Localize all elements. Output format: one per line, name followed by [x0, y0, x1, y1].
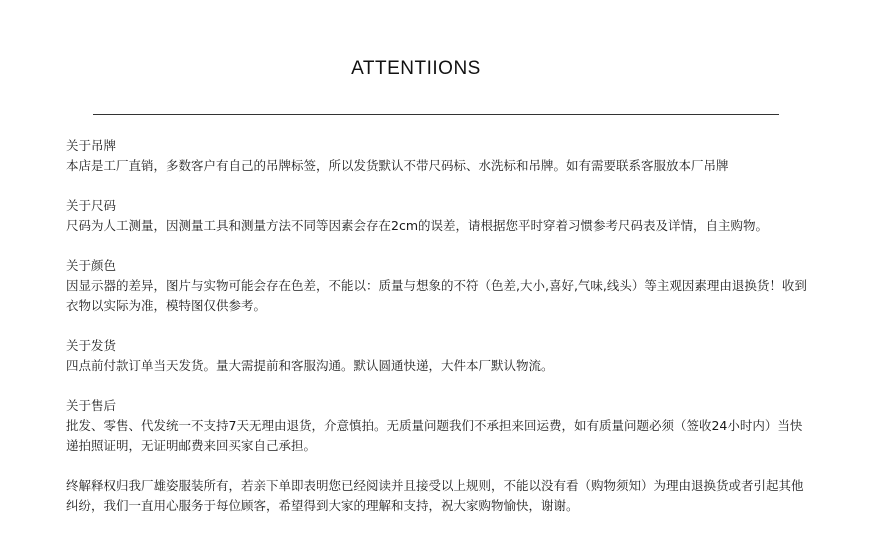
section-heading: 关于发货	[66, 338, 117, 353]
section-body: 四点前付款订单当天发货。量大需提前和客服沟通。默认圆通快递，大件本厂默认物流。	[66, 358, 554, 373]
section-shipping	[66, 336, 818, 376]
section-body: 本店是工厂直销，多数客户有自己的吊牌标签，所以发货默认不带尺码标、水洗标和吊牌。如有需要联系客服放本厂吊牌	[66, 158, 729, 173]
title-divider	[93, 114, 779, 115]
section-body: 尺码为人工测量，因测量工具和测量方法不同等因素会存在2cm的误差，请根据您平时穿着习惯参考尺码表及详情，自主购物。	[66, 218, 769, 233]
section-size	[66, 196, 818, 236]
section-tags	[66, 136, 818, 176]
section-heading: 关于尺码	[66, 198, 117, 213]
section-color	[66, 256, 818, 316]
section-after-sales	[66, 396, 818, 456]
section-body: 批发、零售、代发统一不支持7天无理由退货，介意慎拍。无质量问题我们不承担来回运费，如有质量问题必须（签收24小时内）当快递拍照证明，无证明邮费来回买家自己承担。	[66, 418, 803, 453]
page-title: ATTENTIIONS	[351, 58, 481, 79]
section-heading: 关于颜色	[66, 258, 117, 273]
notice-content	[66, 136, 818, 516]
section-heading: 关于吊牌	[66, 138, 117, 153]
section-heading: 关于售后	[66, 398, 117, 413]
section-body: 因显示器的差异，图片与实物可能会存在色差，不能以：质量与想象的不符（色差,大小,喜好,气味,线头）等主观因素理由退换货！收到衣物以实际为准，模特图仅供参考。	[66, 278, 807, 313]
closing-statement: 终解释权归我厂雄姿服装所有，若亲下单即表明您已经阅读并且接受以上规则，不能以没有看（购物须知）为理由退换货或者引起其他纠纷，我们一直用心服务于每位顾客，希望得到大家的理解和支持，祝大家购物愉快，谢谢。	[66, 478, 804, 513]
